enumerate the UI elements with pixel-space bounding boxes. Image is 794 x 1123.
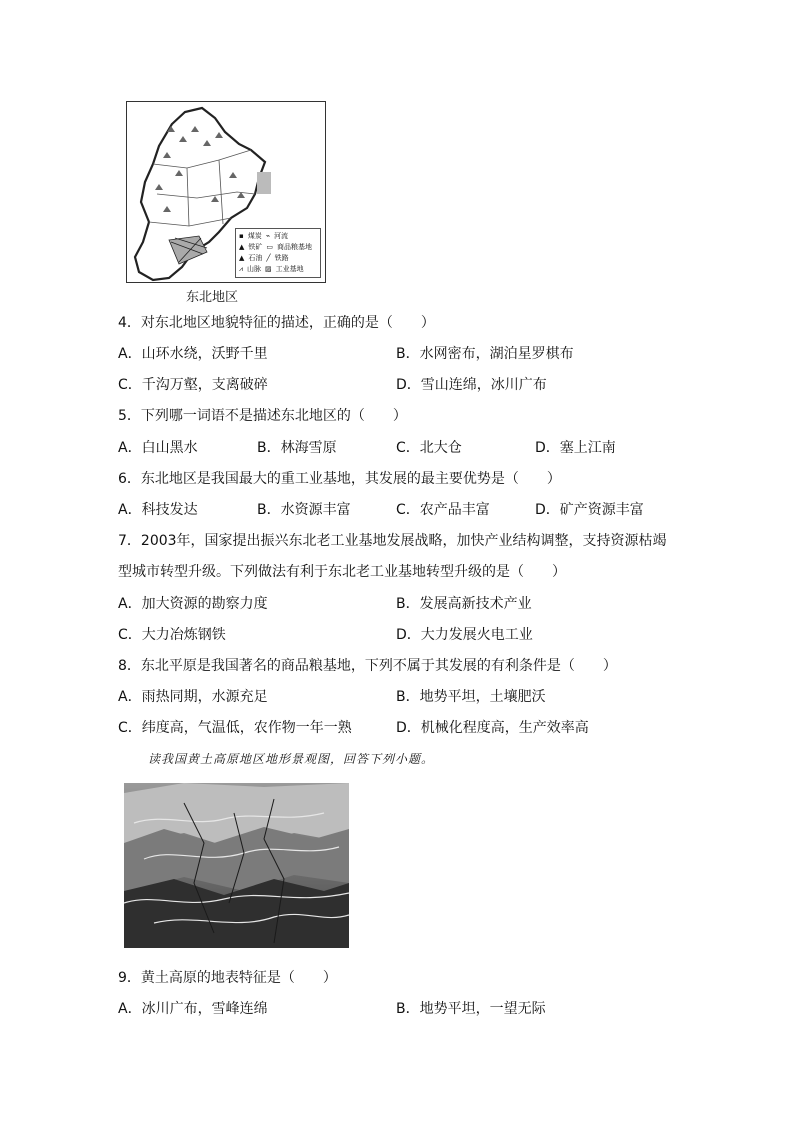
legend-label: 铁路: [274, 254, 289, 262]
q4-option-d: D．雪山连绵，冰川广布: [396, 377, 547, 393]
q7-option-c: C．大力冶炼钢铁: [118, 627, 226, 643]
legend-row: [239, 242, 317, 253]
q7-option-a: A．加大资源的勘察力度: [118, 596, 268, 612]
legend-label: 铁矿: [248, 243, 263, 251]
iron-symbol-icon: ▲: [239, 243, 245, 251]
q6-option-a: A．科技发达: [118, 502, 198, 518]
legend-label: 河流: [273, 232, 288, 240]
legend-row: [239, 231, 317, 242]
industrial-base-symbol-icon: ▨: [264, 265, 272, 273]
mountain-symbol-icon: ⩘: [239, 265, 243, 273]
section-intro: 读我国黄土高原地区地形景观图，回答下列小题。: [148, 752, 435, 766]
loess-plateau-photo: [124, 783, 349, 948]
legend-label: 煤炭: [247, 232, 262, 240]
legend-label: 山脉: [246, 265, 261, 273]
legend-row: [239, 253, 317, 264]
question-7-stem-continued: 型城市转型升级。下列做法有利于东北老工业基地转型升级的是（ ）: [118, 564, 566, 580]
northeast-map: [126, 101, 326, 283]
q5-option-a: A．白山黑水: [118, 440, 198, 456]
oil-symbol-icon: ▲: [239, 254, 245, 262]
q5-option-b: B．林海雪原: [257, 440, 337, 456]
question-6-stem: 6．东北地区是我国最大的重工业基地，其发展的最主要优势是（ ）: [118, 471, 561, 487]
legend-row: [239, 264, 317, 275]
q5-option-d: D．塞上江南: [535, 440, 616, 456]
q8-option-d: D．机械化程度高，生产效率高: [396, 720, 589, 736]
coal-symbol-icon: ▪: [239, 232, 244, 240]
grain-base-symbol-icon: ▭: [266, 243, 274, 251]
question-7-stem: 7．2003年，国家提出振兴东北老工业基地发展战略，加快产业结构调整，支持资源枯竭: [118, 533, 667, 549]
q7-option-d: D．大力发展火电工业: [396, 627, 533, 643]
map-caption: 东北地区: [186, 290, 239, 305]
q8-option-a: A．雨热同期，水源充足: [118, 689, 268, 705]
q4-option-c: C．千沟万壑，支离破碎: [118, 377, 268, 393]
question-8-stem: 8．东北平原是我国著名的商品粮基地，下列不属于其发展的有利条件是（ ）: [118, 658, 617, 674]
question-4-stem: 4．对东北地区地貌特征的描述，正确的是（ ）: [118, 315, 435, 331]
q4-option-b: B．水网密布，湖泊星罗棋布: [396, 346, 574, 362]
q6-option-d: D．矿产资源丰富: [535, 502, 644, 518]
q8-option-c: C．纬度高，气温低，农作物一年一熟: [118, 720, 352, 736]
legend-label: 商品粮基地: [277, 243, 313, 251]
question-9-stem: 9．黄土高原的地表特征是（ ）: [118, 970, 337, 986]
q8-option-b: B．地势平坦，土壤肥沃: [396, 689, 546, 705]
q9-option-a: A．冰川广布，雪峰连绵: [118, 1001, 268, 1017]
q5-option-c: C．北大仓: [396, 440, 462, 456]
q6-option-c: C．农产品丰富: [396, 502, 490, 518]
map-legend: [235, 228, 321, 278]
question-5-stem: 5．下列哪一词语不是描述东北地区的（ ）: [118, 408, 407, 424]
q6-option-b: B．水资源丰富: [257, 502, 351, 518]
q7-option-b: B．发展高新技术产业: [396, 596, 532, 612]
legend-label: 石油: [248, 254, 263, 262]
legend-label: 工业基地: [275, 265, 304, 273]
loess-plateau-terrain: [124, 783, 349, 948]
q9-option-b: B．地势平坦，一望无际: [396, 1001, 546, 1017]
river-symbol-icon: ⌁: [265, 232, 270, 240]
railway-symbol-icon: ╱: [266, 254, 271, 262]
q4-option-a: A．山环水绕，沃野千里: [118, 346, 268, 362]
